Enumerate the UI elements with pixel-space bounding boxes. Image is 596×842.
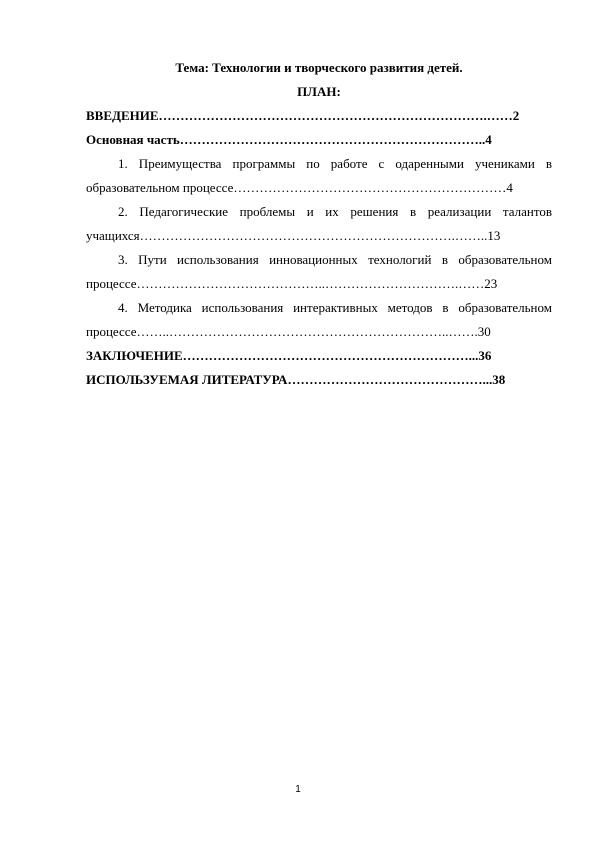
toc-entry-3-line-2: процессе……………………………………..………………………….……23	[86, 276, 498, 291]
toc-entry-literature: ИСПОЛЬЗУЕМАЯ ЛИТЕРАТУРА………………………………………...38	[86, 372, 506, 387]
toc-entry-2-line-1: 2. Педагогические проблемы и их решения в реализации талантов	[118, 204, 552, 219]
toc-entry-conclusion: ЗАКЛЮЧЕНИЕ…………………………………………………………...36	[86, 348, 492, 363]
toc-entry-1-line-1: 1. Преимущества программы по работе с одаренными учениками в	[118, 156, 552, 171]
page-number: 1	[295, 784, 301, 795]
toc-entry-main-part: Основная часть……………………………………………………………..4	[86, 132, 492, 147]
toc-entry-1-line-2: образовательном процессе………………………………………………………4	[86, 180, 513, 195]
plan-heading: ПЛАН:	[297, 84, 341, 99]
toc-entry-4-line-1: 4. Методика использования интерактивных методов в образовательном	[118, 300, 552, 315]
toc-entry-4-line-2: процессе……..………………………………………………………..…….30	[86, 324, 491, 339]
toc-entry-introduction: ВВЕДЕНИЕ………………………………………………………………….……2	[86, 108, 520, 123]
document-topic: Тема: Технологии и творческого развития детей.	[175, 60, 463, 75]
toc-entry-2-line-2: учащихся……………………………………………………………….……..13	[86, 228, 501, 243]
toc-entry-3-line-1: 3. Пути использования инновационных технологий в образовательном	[118, 252, 552, 267]
